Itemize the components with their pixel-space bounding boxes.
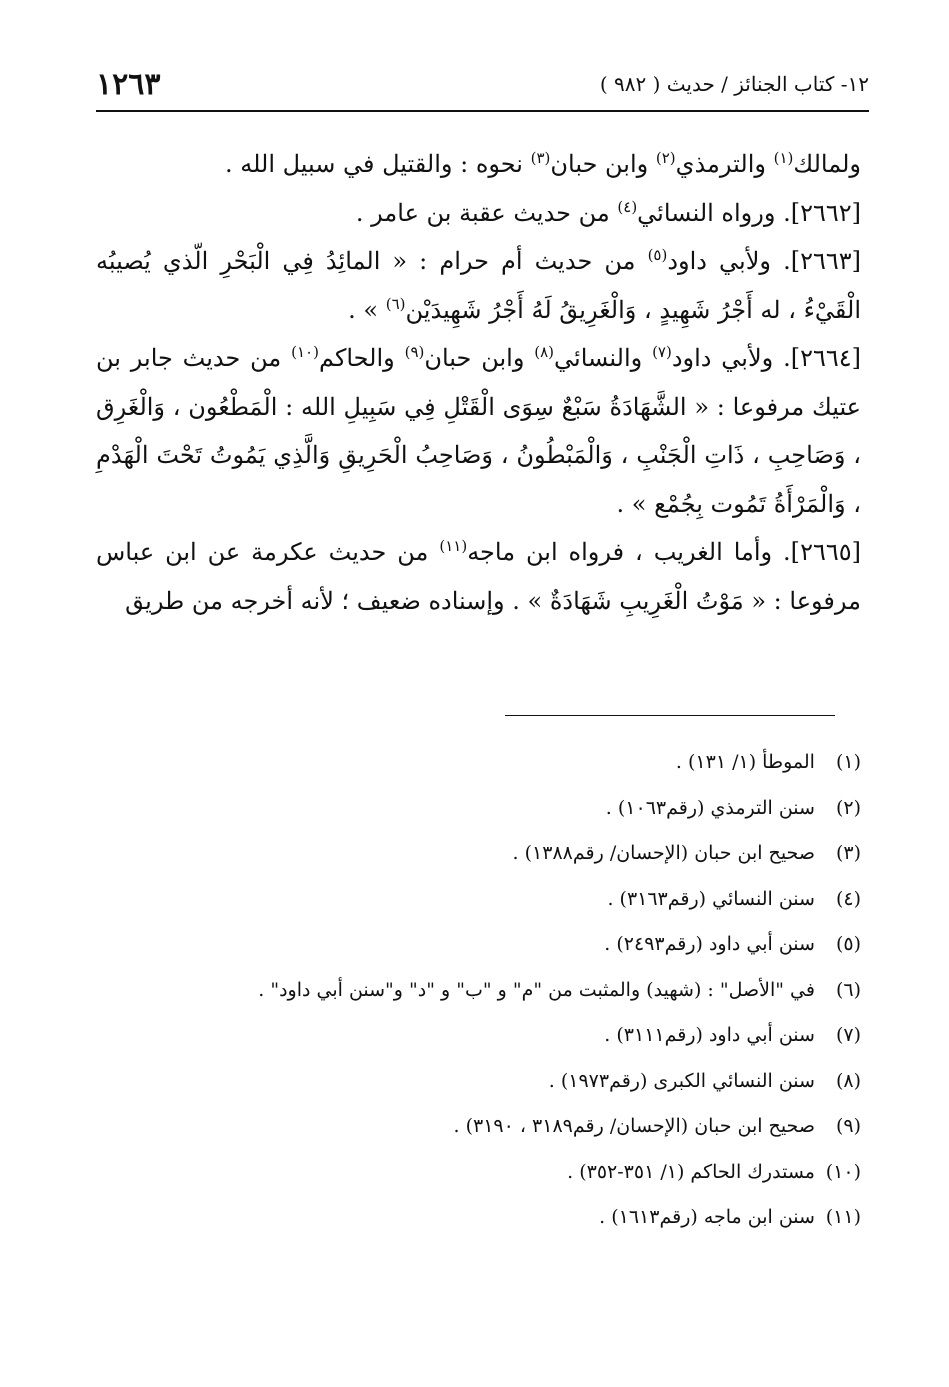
text-run: من حديث أم حرام : « المائِدُ فِي الْبَحْرِ الّذي يُصيبُه الْقَيْءُ ، له أَجْرُ شَهِيدٍ ، وَالْغَرِيقُ لَهُ أَجْرُ شَهِيدَيْن: [96, 247, 861, 324]
text-run: من حديث عقبة بن عامر .: [355, 198, 618, 227]
text-run: والترمذي: [675, 150, 774, 178]
footnote: [96, 1104, 861, 1150]
footnote-text: في "الأصل" : (شهيد) والمثبت من "م" و "ب" و "د" و"سنن أبي داود" .: [258, 978, 815, 1001]
footnote-ref: (٧): [652, 343, 672, 361]
footnote-text: سنن ابن ماجه (رقم١٦١٣) .: [599, 1206, 815, 1228]
paragraph: [96, 140, 861, 189]
text-run: من حديث جابر بن عتيك مرفوعا : « الشَّهَادَةُ سَبْعٌ سِوَى الْقَتْلِ فِي سَبِيلِ الله : الْمَطْعُون ، وَالْغَرِق ، وَصَاحِبِ ، ذَاتِ الْجَنْبِ ، وَالْمَبْطُونُ ، وَصَاحِبُ الْحَرِيقِ وَالَّذِي يَمُوتُ تَحْتَ الْهَدْمِ ، وَالْمَرْأَةُ تَمُوت بِجُمْع » .: [96, 344, 861, 518]
footnotes-list: [96, 740, 861, 1241]
footnote-text: سنن أبي داود (رقم٣١١١) .: [604, 1024, 815, 1046]
paragraph: [96, 237, 861, 334]
running-title: ١٢- كتاب الجنائز / حديث ( ٩٨٢ ): [599, 72, 869, 96]
text-run: والحاكم: [318, 344, 405, 372]
footnote-number: (٥): [835, 933, 861, 955]
footnote-number: (٣): [835, 842, 861, 864]
text-run: [٢٦٦٤]. ولأبي داود: [671, 344, 862, 372]
text-run: [٢٦٦٢]. ورواه النسائي: [637, 198, 861, 227]
page-number: ١٢٦٣: [96, 66, 161, 102]
footnote-number: (٦): [835, 978, 861, 1001]
text-run: [٢٦٦٥]. وأما الغريب ، فرواه ابن ماجه: [467, 538, 861, 566]
footnote-number: (٩): [835, 1115, 861, 1137]
footnote-text: سنن النسائي (رقم٣١٦٣) .: [607, 887, 815, 910]
footnote-text: الموطأ (١/ ١٣١) .: [675, 751, 815, 773]
footnote: [96, 1150, 861, 1196]
main-text: [96, 140, 861, 625]
footnote: [96, 1059, 861, 1105]
header-rule: [96, 110, 869, 112]
text-run: والنسائي: [554, 344, 653, 372]
footnote-ref: (١١): [439, 537, 468, 555]
footnote-text: صحيح ابن حبان (الإحسان/ رقم٣١٨٩ ، ٣١٩٠) .: [453, 1115, 815, 1137]
footnote-ref: (٢): [655, 149, 676, 167]
footnote: [96, 1013, 861, 1059]
footnote-ref: (٣): [530, 149, 551, 167]
text-run: نحوه : والقتيل في سبيل الله .: [224, 150, 531, 178]
text-run: » .: [348, 295, 386, 324]
text-run: وابن حبان: [424, 344, 535, 372]
footnote-text: سنن أبي داود (رقم٢٤٩٣) .: [604, 933, 815, 955]
paragraph: [96, 334, 861, 528]
footnote-separator: [505, 715, 835, 716]
footnote-number: (١٠): [825, 1160, 861, 1183]
footnote: [96, 831, 861, 877]
footnote-text: سنن النسائي الكبرى (رقم١٩٧٣) .: [548, 1069, 815, 1092]
text-run: [٢٦٦٣]. ولأبي داود: [667, 247, 862, 275]
footnote: [96, 877, 861, 923]
footnote-ref: (١٠): [291, 343, 319, 361]
footnote: [96, 740, 861, 786]
footnote-text: سنن الترمذي (رقم١٠٦٣) .: [605, 796, 815, 819]
footnote-ref: (٩): [404, 343, 425, 361]
paragraph: [96, 528, 861, 625]
footnote-number: (١١): [825, 1206, 861, 1228]
footnote: [96, 1195, 861, 1241]
footnote-ref: (١): [773, 149, 794, 167]
paragraph: [96, 189, 861, 238]
footnote-number: (٧): [835, 1024, 861, 1046]
footnote-number: (١): [835, 751, 861, 773]
footnote-number: (٨): [835, 1069, 861, 1092]
footnote: [96, 922, 861, 968]
footnote-ref: (٤): [617, 197, 638, 216]
text-run: من حديث عكرمة عن ابن عباس مرفوعا : « مَوْتُ الْغَرِيبِ شَهَادَةٌ » . وإسناده ضعيف ؛ لأنه أخرجه من طريق: [96, 538, 861, 615]
footnote: [96, 968, 861, 1014]
footnote-text: مستدرك الحاكم (١/ ٣٥١-٣٥٢) .: [567, 1160, 815, 1183]
footnote-number: (٢): [835, 796, 861, 819]
page-header: [96, 60, 869, 108]
footnote-ref: (٥): [647, 246, 668, 264]
text-run: وابن حبان: [550, 150, 656, 178]
footnote-ref: (٨): [534, 343, 555, 361]
footnote-text: صحيح ابن حبان (الإحسان/ رقم١٣٨٨) .: [512, 842, 815, 864]
text-run: ولمالك: [793, 150, 861, 178]
footnote-number: (٤): [835, 887, 861, 910]
footnote-ref: (٦): [385, 294, 406, 313]
footnote: [96, 786, 861, 832]
